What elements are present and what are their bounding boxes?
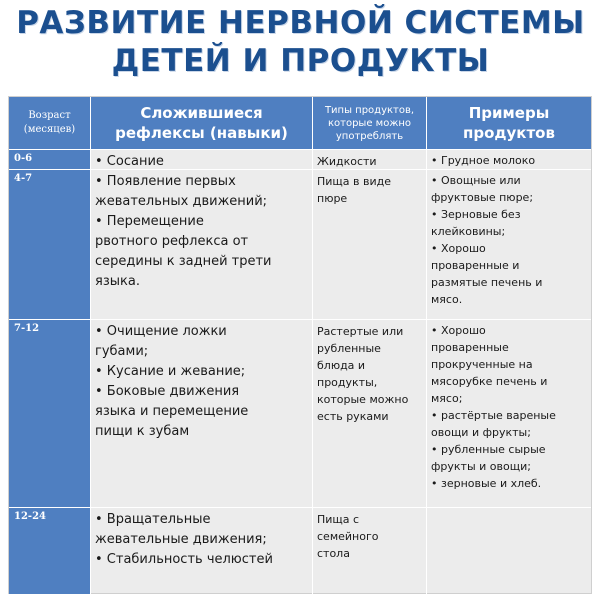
types-text: Растертые или рубленные блюда и продукты, которые можно есть руками: [317, 325, 409, 423]
list-item: размятые печень и: [431, 276, 543, 289]
list-item: фруктовые пюре;: [431, 191, 534, 204]
list-item: пищи к зубам: [95, 424, 190, 439]
list-item: жевательные движения;: [95, 532, 267, 547]
list-item: • Появление первых: [95, 174, 236, 189]
table-header-row: [9, 97, 591, 149]
list-item: • Сосание: [95, 154, 164, 169]
examples-cell: [427, 320, 591, 508]
list-item: проваренные и: [431, 259, 520, 272]
table-row: [9, 149, 591, 170]
list-item: • рубленные сырые: [431, 443, 546, 456]
list-item: • Перемещение: [95, 214, 204, 229]
types-text: Жидкости: [317, 155, 377, 168]
header-examples: Примеры продуктов: [463, 104, 555, 142]
list-item: прокрученные на: [431, 358, 533, 371]
reflexes-cell: [91, 508, 313, 594]
list-item: • Вращательные: [95, 512, 211, 527]
examples-cell: [427, 170, 591, 320]
types-text: Пища в виде пюре: [317, 175, 392, 205]
table-row: [9, 319, 591, 508]
list-item: • Хорошо: [431, 324, 486, 337]
types-text: Пища с семейного стола: [317, 513, 379, 560]
list-item: середины к задней трети: [95, 254, 272, 269]
list-item: мясо;: [431, 392, 463, 405]
types-cell: [313, 170, 427, 320]
reflexes-cell: [91, 170, 313, 320]
reflexes-cell: [91, 150, 313, 170]
list-item: языка.: [95, 274, 140, 289]
header-age: Возраст (месяцев): [9, 97, 91, 149]
age-cell: 4-7: [9, 170, 91, 320]
table-row: [9, 169, 591, 320]
list-item: • Кусание и жевание;: [95, 364, 246, 379]
title-line-1: РАЗВИТИЕ НЕРВНОЙ СИСТЕМЫ: [16, 5, 585, 41]
list-item: клейковины;: [431, 225, 506, 238]
list-item: проваренные: [431, 341, 509, 354]
age-cell: 12-24: [9, 508, 91, 594]
examples-cell: [427, 150, 591, 170]
list-item: губами;: [95, 344, 149, 359]
types-cell: [313, 150, 427, 170]
list-item: • Хорошо: [431, 242, 486, 255]
list-item: • растёртые вареные: [431, 409, 556, 422]
examples-cell: [427, 508, 591, 594]
list-item: мясорубке печень и: [431, 375, 548, 388]
list-item: • Зерновые без: [431, 208, 521, 221]
list-item: • Боковые движения: [95, 384, 240, 399]
list-item: • Овощные или: [431, 174, 521, 187]
types-cell: [313, 320, 427, 508]
list-item: • Очищение ложки: [95, 324, 227, 339]
list-item: • зерновые и хлеб.: [431, 477, 542, 490]
list-item: • Стабильность челюстей: [95, 552, 273, 567]
table-row: [9, 507, 591, 594]
age-cell: 0-6: [9, 150, 91, 170]
list-item: языка и перемещение: [95, 404, 249, 419]
list-item: фрукты и овощи;: [431, 460, 531, 473]
age-cell: 7-12: [9, 320, 91, 508]
header-reflexes: Сложившиеся рефлексы (навыки): [91, 97, 313, 149]
list-item: мясо.: [431, 293, 463, 306]
page-title: [0, 4, 601, 80]
list-item: рвотного рефлекса от: [95, 234, 249, 249]
header-types: Типы продуктов, которые можно употреблять: [313, 97, 427, 149]
title-line-2: ДЕТЕЙ И ПРОДУКТЫ: [111, 43, 490, 79]
reflexes-cell: [91, 320, 313, 508]
list-item: жевательных движений;: [95, 194, 268, 209]
list-item: овощи и фрукты;: [431, 426, 531, 439]
types-cell: [313, 508, 427, 594]
list-item: • Грудное молоко: [431, 154, 536, 167]
development-table: [8, 96, 592, 594]
